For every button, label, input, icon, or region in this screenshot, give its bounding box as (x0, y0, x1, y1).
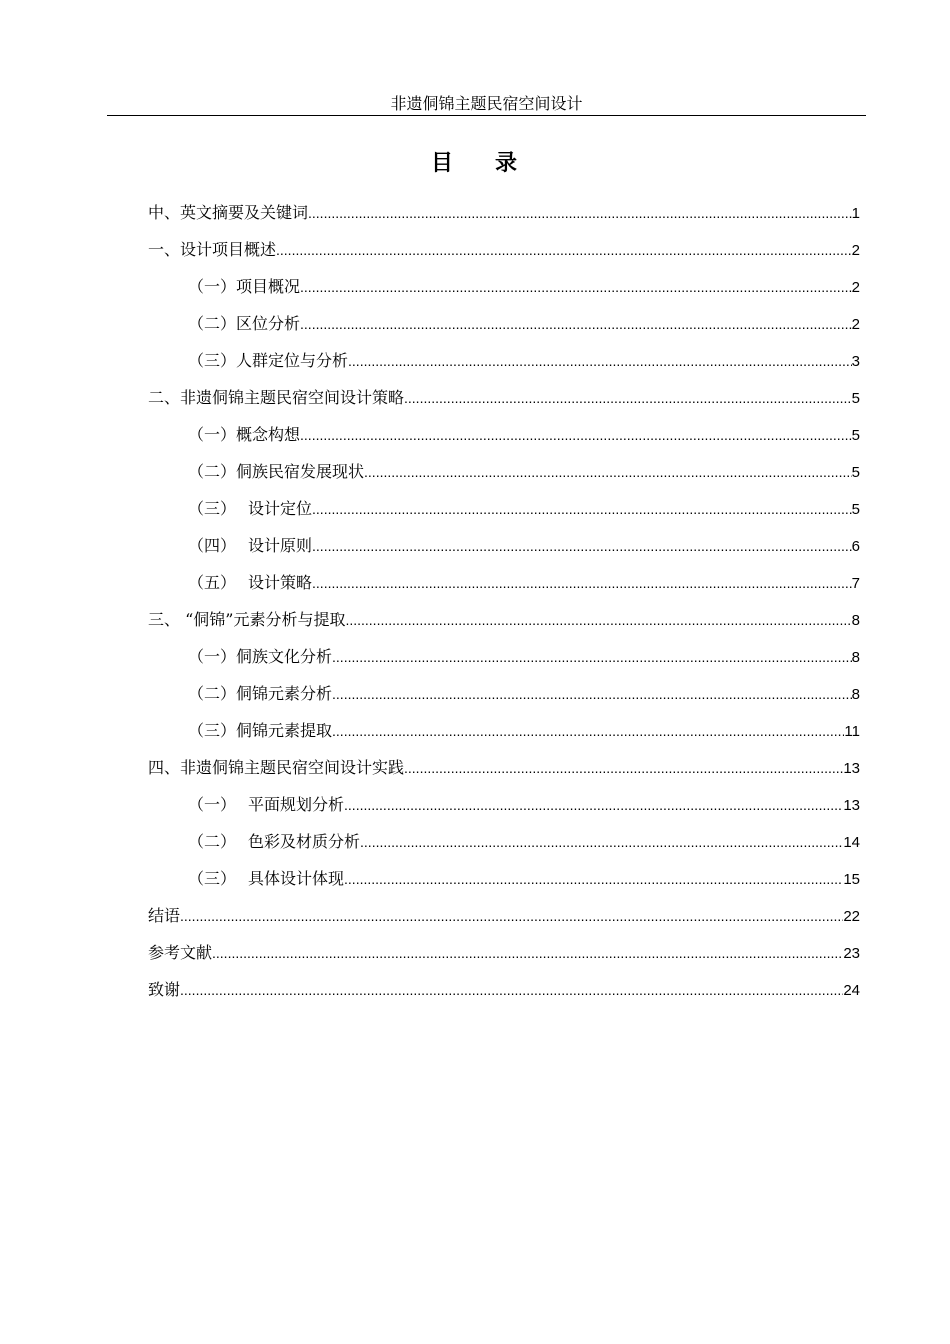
toc-title (0, 148, 950, 178)
toc-entry-label (188, 642, 332, 672)
toc-entry-title: 人群定位与分析 (236, 351, 349, 370)
toc-page-number: 2 (851, 242, 860, 259)
toc-entry[interactable] (148, 457, 860, 494)
dot-leader (180, 975, 843, 1005)
toc-entry-prefix: （二） (188, 462, 237, 481)
toc-entry-label (188, 864, 344, 894)
toc-page-number: 1 (851, 205, 860, 222)
toc-entry[interactable] (148, 753, 860, 790)
toc-entry-prefix: （一） (188, 277, 237, 296)
toc-entry[interactable] (148, 309, 860, 346)
toc-entry-label (188, 346, 348, 376)
toc-page-number: 2 (851, 316, 860, 333)
toc-entry-label (188, 457, 364, 487)
toc-entry-label (188, 494, 312, 524)
toc-entry-title: 二、非遗侗锦主题民宿空间设计策略 (148, 388, 405, 407)
dot-leader (364, 457, 852, 487)
toc-entry-prefix: （二） (188, 684, 237, 703)
toc-entry-label (148, 235, 276, 265)
toc-entry[interactable] (148, 346, 860, 383)
toc-entry-label (148, 605, 345, 635)
toc-entry-title: 参考文献 (148, 943, 213, 962)
toc-page-number: 14 (843, 834, 860, 851)
toc-entry[interactable] (148, 605, 860, 642)
toc-entry-label (188, 309, 300, 339)
toc-page-number: 22 (843, 908, 860, 925)
dot-leader (344, 864, 843, 894)
toc-page-number: 5 (851, 427, 860, 444)
toc-entry-label (148, 938, 212, 968)
toc-entry[interactable] (148, 420, 860, 457)
dot-leader (276, 235, 852, 265)
toc-entry[interactable] (148, 901, 860, 938)
toc-page-number: 8 (851, 686, 860, 703)
toc-entry-label (188, 420, 300, 450)
toc-entry-label (188, 790, 344, 820)
toc-entry-prefix: （一） (188, 795, 237, 814)
toc-entry[interactable] (148, 827, 860, 864)
toc-entry[interactable] (148, 642, 860, 679)
toc-entry-label (188, 531, 312, 561)
toc-entry-title: 中、英文摘要及关键词 (148, 203, 309, 222)
dot-leader (300, 272, 852, 302)
toc-entry[interactable] (148, 531, 860, 568)
toc-entry-title: 具体设计体现 (248, 869, 345, 888)
toc-entry-prefix: （二） (188, 832, 237, 851)
toc-entry-prefix: （三） (188, 499, 237, 518)
toc-entry-label (188, 827, 360, 857)
toc-page-number: 24 (843, 982, 860, 999)
dot-leader (332, 642, 852, 672)
toc-entry-title: 色彩及材质分析 (248, 832, 361, 851)
dot-leader (312, 568, 852, 598)
toc-title-char-2: 录 (495, 150, 520, 176)
toc-entry-label (148, 975, 180, 1005)
toc-page-number: 8 (851, 649, 860, 666)
toc-entry-title: 致谢 (148, 980, 181, 999)
dot-leader (404, 753, 843, 783)
toc-entry-prefix: （三） (188, 869, 237, 888)
toc-page-number: 5 (851, 464, 860, 481)
toc-entry-prefix: （三） (188, 721, 237, 740)
dot-leader (312, 531, 852, 561)
toc-entry-title: 设计原则 (248, 536, 313, 555)
dot-leader (344, 790, 843, 820)
toc-entry[interactable] (148, 790, 860, 827)
toc-entry[interactable] (148, 494, 860, 531)
dot-leader (212, 938, 843, 968)
toc-entry-label (188, 716, 332, 746)
toc-page-number: 23 (843, 945, 860, 962)
toc-entry[interactable] (148, 679, 860, 716)
toc-entry-label (148, 901, 180, 931)
toc-page-number: 11 (844, 723, 860, 740)
toc-entry[interactable] (148, 568, 860, 605)
dot-leader (332, 716, 844, 746)
toc-entry-title: 侗族文化分析 (236, 647, 333, 666)
table-of-contents (148, 198, 860, 1012)
running-header: 非遗侗锦主题民宿空间设计 (390, 94, 583, 113)
toc-page-number: 5 (851, 501, 860, 518)
toc-entry[interactable] (148, 864, 860, 901)
toc-entry[interactable] (148, 272, 860, 309)
toc-entry-label (148, 383, 404, 413)
toc-entry-title: 概念构想 (236, 425, 301, 444)
toc-entry-title: 设计定位 (248, 499, 313, 518)
dot-leader (345, 605, 851, 635)
toc-entry-title: 三、 “侗锦”元素分析与提取 (148, 610, 346, 629)
toc-entry-label (188, 272, 300, 302)
toc-entry-title: 侗族民宿发展现状 (236, 462, 365, 481)
toc-entry-label (188, 679, 332, 709)
toc-entry-title: 平面规划分析 (248, 795, 345, 814)
toc-page-number: 2 (851, 279, 860, 296)
dot-leader (300, 420, 852, 450)
toc-entry-prefix: （四） (188, 536, 237, 555)
toc-entry-title: 区位分析 (236, 314, 301, 333)
toc-page-number: 6 (851, 538, 860, 555)
toc-entry-prefix: （二） (188, 314, 237, 333)
toc-entry-prefix: （一） (188, 647, 237, 666)
toc-page-number: 5 (851, 390, 860, 407)
toc-entry-title: 一、设计项目概述 (148, 240, 277, 259)
dot-leader (404, 383, 852, 413)
header-rule (107, 115, 866, 116)
toc-title-char-1: 目 (430, 150, 455, 176)
toc-entry-title: 四、非遗侗锦主题民宿空间设计实践 (148, 758, 405, 777)
dot-leader (360, 827, 843, 857)
toc-entry-title: 项目概况 (236, 277, 301, 296)
toc-entry[interactable] (148, 975, 860, 1012)
toc-entry-label (148, 753, 404, 783)
dot-leader (308, 198, 852, 228)
dot-leader (312, 494, 852, 524)
toc-entry-title: 设计策略 (248, 573, 313, 592)
toc-page-number: 15 (843, 871, 860, 888)
toc-entry-title: 侗锦元素提取 (236, 721, 333, 740)
dot-leader (348, 346, 852, 376)
toc-page-number: 3 (851, 353, 860, 370)
toc-entry-label (188, 568, 312, 598)
toc-entry[interactable] (148, 198, 860, 235)
toc-entry[interactable] (148, 938, 860, 975)
toc-entry[interactable] (148, 716, 860, 753)
toc-entry-title: 结语 (148, 906, 181, 925)
toc-entry-prefix: （三） (188, 351, 237, 370)
dot-leader (300, 309, 852, 339)
toc-page-number: 7 (851, 575, 860, 592)
toc-entry-prefix: （一） (188, 425, 237, 444)
dot-leader (332, 679, 852, 709)
toc-entry-title: 侗锦元素分析 (236, 684, 333, 703)
dot-leader (180, 901, 843, 931)
toc-page-number: 13 (843, 797, 860, 814)
toc-page-number: 8 (851, 612, 860, 629)
toc-entry-prefix: （五） (188, 573, 237, 592)
toc-entry[interactable] (148, 235, 860, 272)
toc-entry-label (148, 198, 308, 228)
toc-page-number: 13 (843, 760, 860, 777)
toc-entry[interactable] (148, 383, 860, 420)
